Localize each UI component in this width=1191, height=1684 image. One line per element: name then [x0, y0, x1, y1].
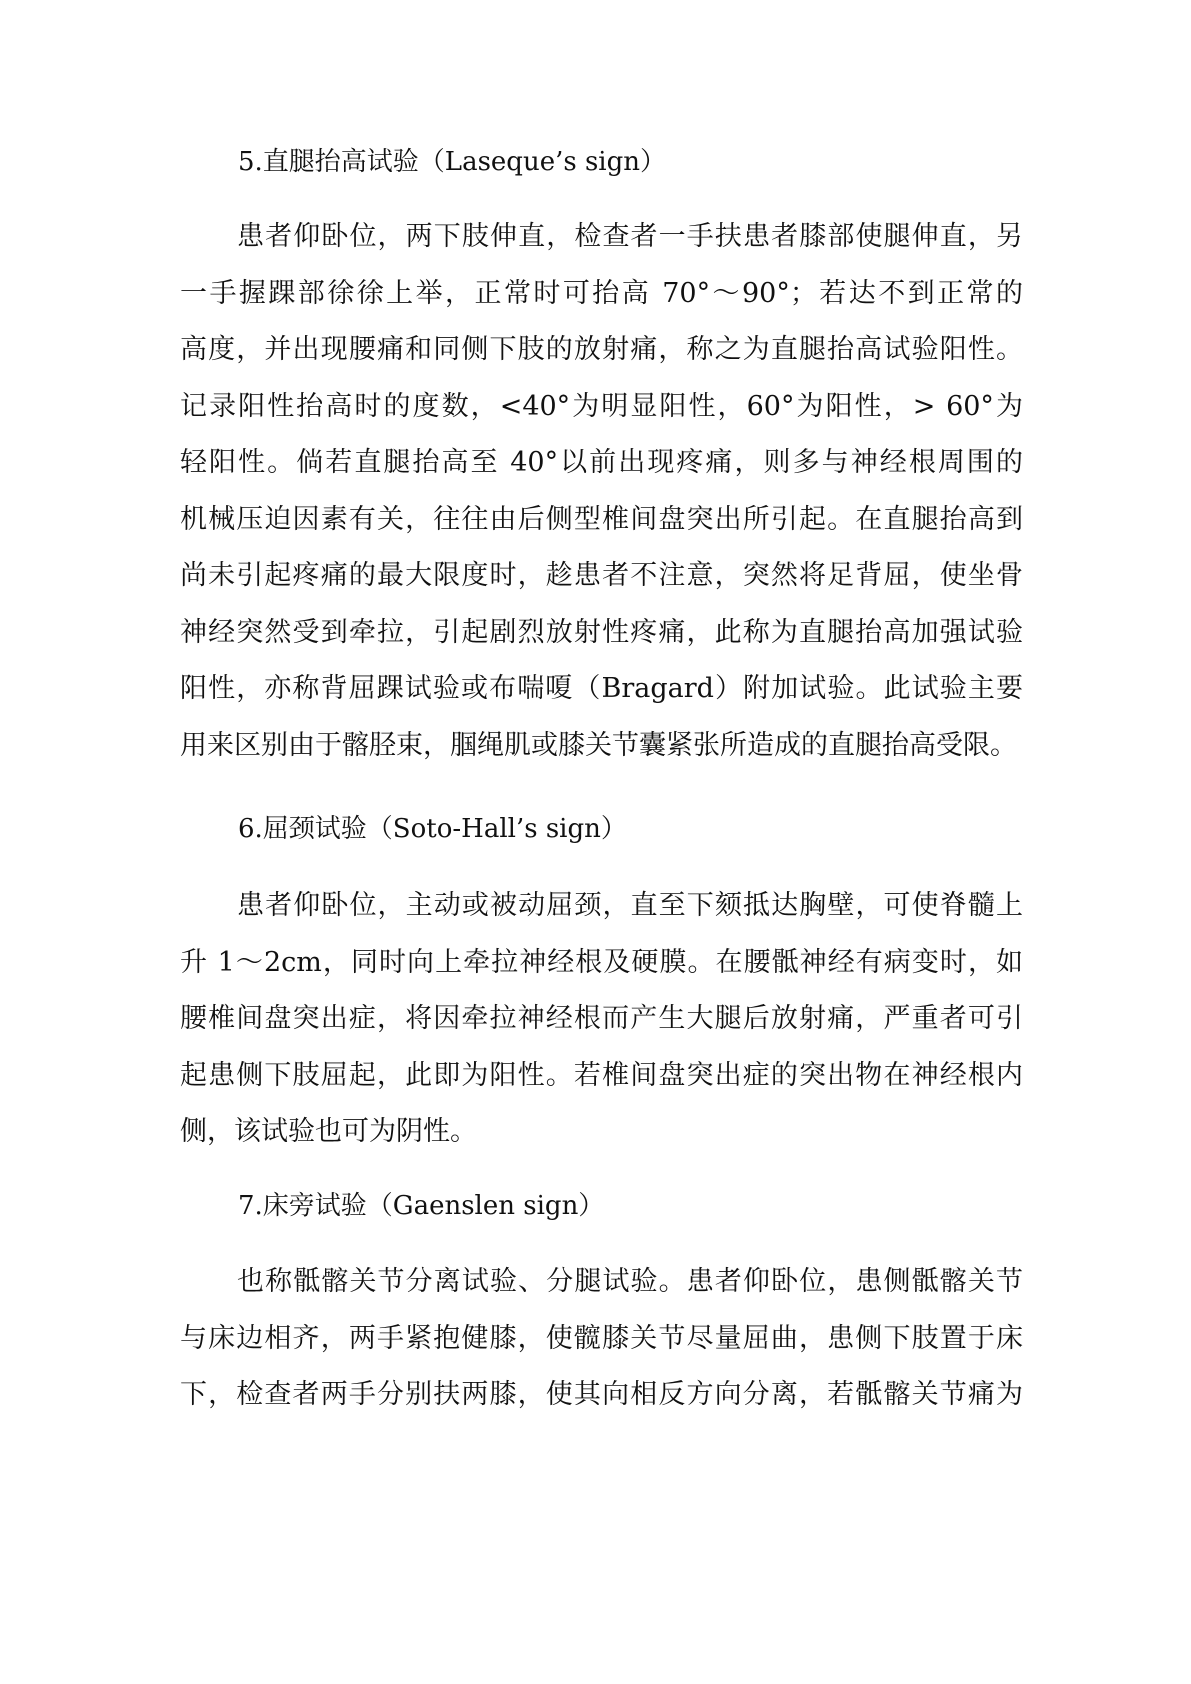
paragraph-line: 侧，该试验也可为阴性。 — [180, 1116, 477, 1147]
paragraph-line: 机械压迫因素有关，往往由后侧型椎间盘突出所引起。在直腿抬高到 — [180, 503, 1023, 535]
section-heading-6: 6.屈颈试验（Soto-Hall’s sign） — [238, 814, 627, 844]
paragraph-line: 也称骶髂关节分离试验、分腿试验。患者仰卧位，患侧骶髂关节 — [237, 1266, 1023, 1297]
paragraph-line: 用来区别由于髂胫束，腘绳肌或膝关节囊紧张所造成的直腿抬高受限。 — [180, 729, 1017, 761]
section-body-5 — [180, 209, 1023, 774]
section-heading-5: 5.直腿抬高试验（Laseque’s sign） — [238, 147, 666, 177]
paragraph-line: 起患侧下肢屈起，此即为阳性。若椎间盘突出症的突出物在神经根内 — [180, 1059, 1023, 1091]
paragraph-line: 一手握踝部徐徐上举，正常时可抬高 70°～90°；若达不到正常的 — [180, 277, 1023, 309]
paragraph-line: 与床边相齐，两手紧抱健膝，使髋膝关节尽量屈曲，患侧下肢置于床 — [180, 1322, 1023, 1354]
paragraph-line: 阳性，亦称背屈踝试验或布喘嗄（Bragard）附加试验。此试验主要 — [180, 673, 1023, 704]
paragraph-line: 升 1～2cm，同时向上牵拉神经根及硬膜。在腰骶神经有病变时，如 — [180, 946, 1023, 978]
paragraph-line: 尚未引起疼痛的最大限度时，趁患者不注意，突然将足背屈，使坐骨 — [180, 560, 1023, 591]
paragraph-line: 下，检查者两手分别扶两膝，使其向相反方向分离，若骶髂关节痛为 — [180, 1379, 1023, 1410]
section-heading-7: 7.床旁试验（Gaenslen sign） — [238, 1191, 605, 1221]
paragraph-line: 轻阳性。倘若直腿抬高至 40°以前出现疼痛，则多与神经根周围的 — [180, 447, 1023, 478]
paragraph-line: 记录阳性抬高时的度数，<40°为明显阳性，60°为阳性，> 60°为 — [180, 390, 1023, 422]
paragraph-line: 患者仰卧位，主动或被动屈颈，直至下颏抵达胸壁，可使脊髓上 — [237, 890, 1023, 921]
section-body-6 — [180, 878, 1023, 1161]
paragraph-line: 神经突然受到牵拉，引起剧烈放射性疼痛，此称为直腿抬高加强试验 — [180, 616, 1023, 648]
paragraph-line: 高度，并出现腰痛和同侧下肢的放射痛，称之为直腿抬高试验阳性。 — [180, 334, 1023, 365]
paragraph-line: 腰椎间盘突出症，将因牵拉神经根而产生大腿后放射痛，严重者可引 — [180, 1003, 1023, 1034]
section-body-7 — [180, 1254, 1023, 1424]
paragraph-line: 患者仰卧位，两下肢伸直，检查者一手扶患者膝部使腿伸直，另 — [237, 221, 1023, 252]
